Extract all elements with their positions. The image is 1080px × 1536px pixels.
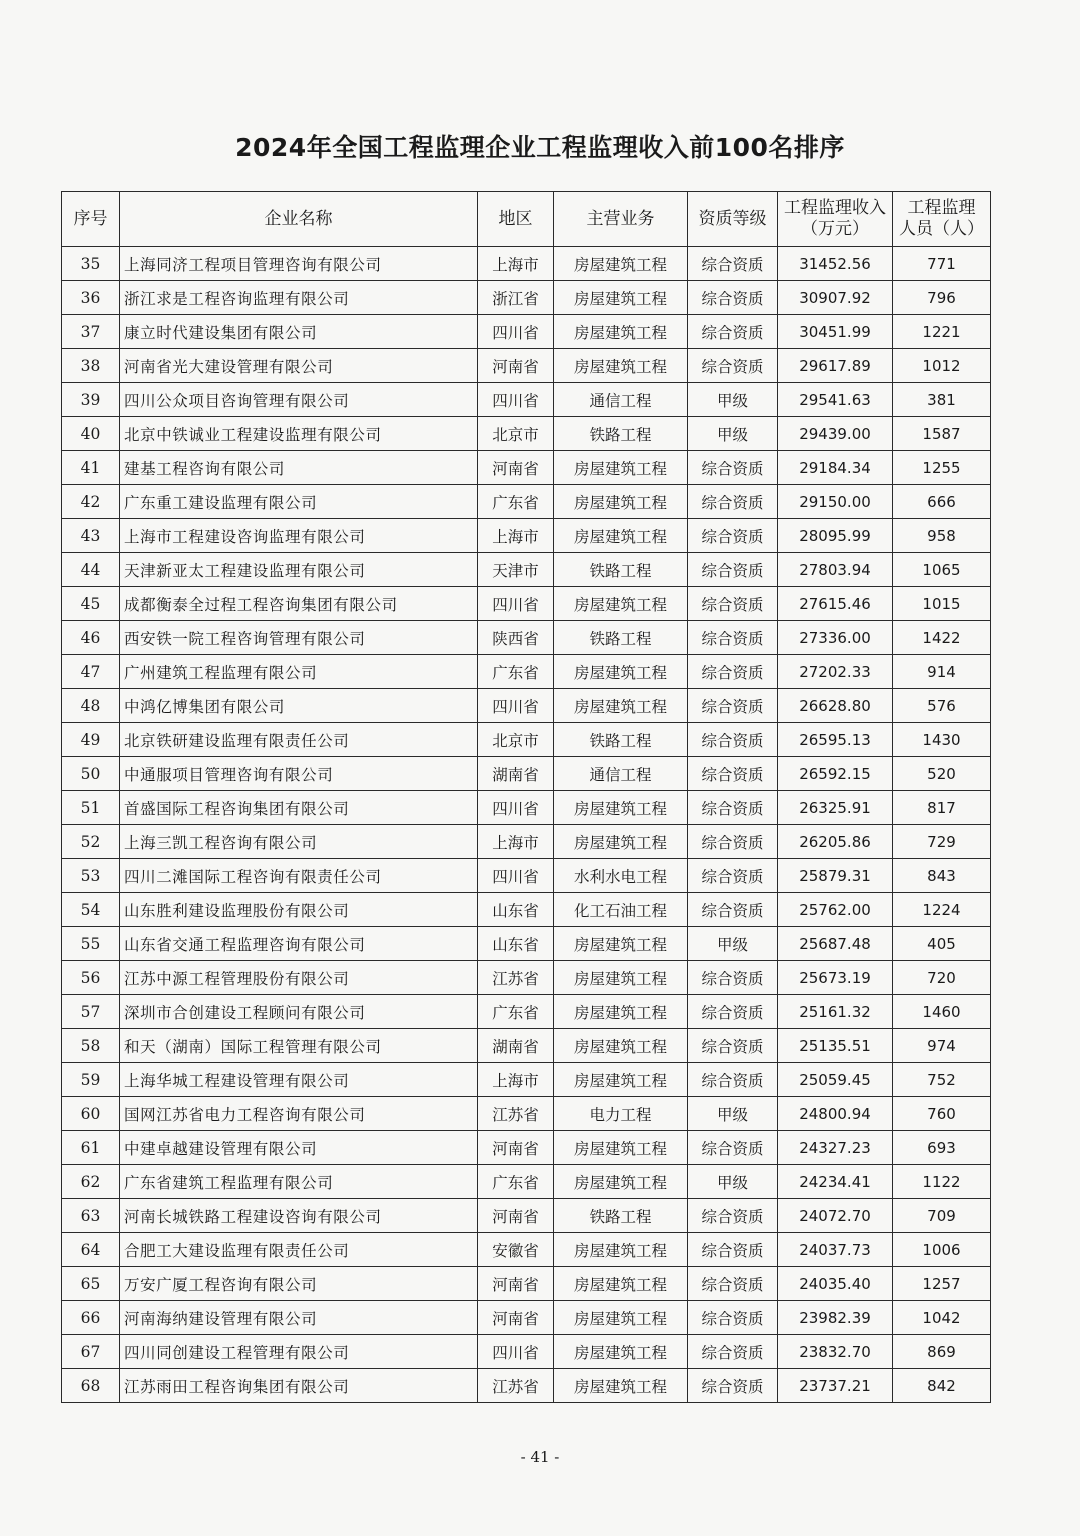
table-row	[62, 1301, 991, 1335]
cell-staff: 760	[893, 1097, 991, 1131]
cell-staff: 381	[893, 383, 991, 417]
table-row	[62, 825, 991, 859]
cell-staff: 752	[893, 1063, 991, 1097]
cell-qualification-grade: 综合资质	[688, 621, 778, 655]
cell-qualification-grade: 综合资质	[688, 1267, 778, 1301]
cell-region: 四川省	[478, 587, 554, 621]
cell-staff: 729	[893, 825, 991, 859]
cell-company-name: 河南海纳建设管理有限公司	[120, 1301, 478, 1335]
cell-company-name: 合肥工大建设监理有限责任公司	[120, 1233, 478, 1267]
cell-main-business: 房屋建筑工程	[554, 927, 688, 961]
table-header-row	[62, 192, 991, 247]
table-row	[62, 961, 991, 995]
cell-main-business: 房屋建筑工程	[554, 1165, 688, 1199]
cell-company-name: 上海同济工程项目管理咨询有限公司	[120, 247, 478, 281]
cell-staff: 1012	[893, 349, 991, 383]
cell-revenue: 29617.89	[778, 349, 893, 383]
cell-main-business: 房屋建筑工程	[554, 995, 688, 1029]
cell-company-name: 康立时代建设集团有限公司	[120, 315, 478, 349]
cell-company-name: 山东胜利建设监理股份有限公司	[120, 893, 478, 927]
cell-company-name: 上海市工程建设咨询监理有限公司	[120, 519, 478, 553]
cell-company-name: 和天（湖南）国际工程管理有限公司	[120, 1029, 478, 1063]
table-row	[62, 383, 991, 417]
cell-region: 河南省	[478, 1199, 554, 1233]
table-row	[62, 519, 991, 553]
cell-region: 河南省	[478, 1131, 554, 1165]
cell-no: 43	[62, 519, 120, 553]
cell-main-business: 房屋建筑工程	[554, 519, 688, 553]
cell-region: 广东省	[478, 1165, 554, 1199]
table-row	[62, 791, 991, 825]
cell-staff: 1065	[893, 553, 991, 587]
header-staff	[893, 192, 991, 247]
table-row	[62, 1063, 991, 1097]
cell-qualification-grade: 综合资质	[688, 757, 778, 791]
header-no: 序号	[62, 192, 120, 247]
table-row	[62, 553, 991, 587]
page-number: - 41 -	[520, 1448, 560, 1466]
cell-region: 四川省	[478, 689, 554, 723]
cell-staff: 771	[893, 247, 991, 281]
header-revenue-line2: （万元）	[801, 219, 869, 239]
cell-staff: 1587	[893, 417, 991, 451]
cell-no: 63	[62, 1199, 120, 1233]
cell-revenue: 25135.51	[778, 1029, 893, 1063]
cell-qualification-grade: 综合资质	[688, 553, 778, 587]
cell-staff: 1221	[893, 315, 991, 349]
table-row	[62, 315, 991, 349]
cell-no: 50	[62, 757, 120, 791]
cell-revenue: 26325.91	[778, 791, 893, 825]
cell-revenue: 27615.46	[778, 587, 893, 621]
cell-region: 山东省	[478, 927, 554, 961]
cell-company-name: 四川同创建设工程管理有限公司	[120, 1335, 478, 1369]
table-row	[62, 723, 991, 757]
table-row	[62, 247, 991, 281]
cell-region: 四川省	[478, 383, 554, 417]
cell-region: 江苏省	[478, 1097, 554, 1131]
cell-no: 58	[62, 1029, 120, 1063]
cell-main-business: 通信工程	[554, 383, 688, 417]
table-row	[62, 587, 991, 621]
cell-qualification-grade: 综合资质	[688, 723, 778, 757]
cell-no: 36	[62, 281, 120, 315]
cell-revenue: 25879.31	[778, 859, 893, 893]
cell-no: 68	[62, 1369, 120, 1403]
cell-region: 河南省	[478, 451, 554, 485]
cell-qualification-grade: 综合资质	[688, 281, 778, 315]
cell-qualification-grade: 综合资质	[688, 995, 778, 1029]
cell-company-name: 四川公众项目咨询管理有限公司	[120, 383, 478, 417]
cell-qualification-grade: 综合资质	[688, 961, 778, 995]
cell-staff: 1257	[893, 1267, 991, 1301]
cell-revenue: 23832.70	[778, 1335, 893, 1369]
cell-staff: 974	[893, 1029, 991, 1063]
cell-main-business: 铁路工程	[554, 621, 688, 655]
cell-revenue: 31452.56	[778, 247, 893, 281]
cell-company-name: 建基工程咨询有限公司	[120, 451, 478, 485]
cell-region: 四川省	[478, 791, 554, 825]
cell-no: 35	[62, 247, 120, 281]
cell-qualification-grade: 综合资质	[688, 1301, 778, 1335]
cell-staff: 576	[893, 689, 991, 723]
cell-main-business: 房屋建筑工程	[554, 587, 688, 621]
cell-region: 北京市	[478, 723, 554, 757]
cell-staff: 1224	[893, 893, 991, 927]
cell-no: 40	[62, 417, 120, 451]
table-row	[62, 1267, 991, 1301]
table-row	[62, 1199, 991, 1233]
table-row	[62, 1029, 991, 1063]
cell-no: 38	[62, 349, 120, 383]
cell-company-name: 成都衡泰全过程工程咨询集团有限公司	[120, 587, 478, 621]
cell-main-business: 房屋建筑工程	[554, 961, 688, 995]
cell-company-name: 河南省光大建设管理有限公司	[120, 349, 478, 383]
cell-company-name: 天津新亚太工程建设监理有限公司	[120, 553, 478, 587]
cell-staff: 1006	[893, 1233, 991, 1267]
cell-qualification-grade: 综合资质	[688, 689, 778, 723]
cell-revenue: 24234.41	[778, 1165, 893, 1199]
cell-staff: 520	[893, 757, 991, 791]
cell-qualification-grade: 综合资质	[688, 859, 778, 893]
cell-region: 河南省	[478, 1301, 554, 1335]
cell-region: 浙江省	[478, 281, 554, 315]
cell-main-business: 铁路工程	[554, 723, 688, 757]
header-staff-line1: 工程监理	[907, 198, 976, 218]
cell-qualification-grade: 综合资质	[688, 519, 778, 553]
cell-qualification-grade: 综合资质	[688, 1335, 778, 1369]
cell-region: 江苏省	[478, 1369, 554, 1403]
cell-no: 57	[62, 995, 120, 1029]
cell-main-business: 房屋建筑工程	[554, 689, 688, 723]
cell-company-name: 中鸿亿博集团有限公司	[120, 689, 478, 723]
cell-no: 65	[62, 1267, 120, 1301]
table-row	[62, 689, 991, 723]
cell-company-name: 山东省交通工程监理咨询有限公司	[120, 927, 478, 961]
cell-company-name: 广州建筑工程监理有限公司	[120, 655, 478, 689]
cell-qualification-grade: 综合资质	[688, 1199, 778, 1233]
cell-no: 64	[62, 1233, 120, 1267]
cell-region: 广东省	[478, 995, 554, 1029]
cell-staff: 914	[893, 655, 991, 689]
cell-no: 46	[62, 621, 120, 655]
cell-revenue: 27336.00	[778, 621, 893, 655]
cell-region: 上海市	[478, 519, 554, 553]
cell-qualification-grade: 综合资质	[688, 349, 778, 383]
cell-company-name: 北京铁研建设监理有限责任公司	[120, 723, 478, 757]
cell-revenue: 26595.13	[778, 723, 893, 757]
cell-qualification-grade: 综合资质	[688, 893, 778, 927]
header-revenue-line1: 工程监理收入	[784, 198, 886, 218]
header-staff-line2: 人员（人）	[899, 219, 984, 239]
cell-main-business: 房屋建筑工程	[554, 1233, 688, 1267]
cell-staff: 817	[893, 791, 991, 825]
table-row	[62, 485, 991, 519]
cell-revenue: 29184.34	[778, 451, 893, 485]
cell-company-name: 四川二滩国际工程咨询有限责任公司	[120, 859, 478, 893]
cell-main-business: 房屋建筑工程	[554, 281, 688, 315]
cell-no: 47	[62, 655, 120, 689]
cell-main-business: 铁路工程	[554, 1199, 688, 1233]
cell-region: 上海市	[478, 1063, 554, 1097]
cell-no: 41	[62, 451, 120, 485]
cell-no: 67	[62, 1335, 120, 1369]
cell-main-business: 房屋建筑工程	[554, 1335, 688, 1369]
cell-no: 53	[62, 859, 120, 893]
cell-main-business: 房屋建筑工程	[554, 1029, 688, 1063]
cell-revenue: 29150.00	[778, 485, 893, 519]
cell-region: 四川省	[478, 315, 554, 349]
cell-main-business: 房屋建筑工程	[554, 1369, 688, 1403]
table-row	[62, 1165, 991, 1199]
cell-main-business: 房屋建筑工程	[554, 1301, 688, 1335]
cell-region: 四川省	[478, 1335, 554, 1369]
cell-no: 55	[62, 927, 120, 961]
cell-no: 48	[62, 689, 120, 723]
cell-region: 山东省	[478, 893, 554, 927]
cell-revenue: 27202.33	[778, 655, 893, 689]
cell-qualification-grade: 甲级	[688, 1165, 778, 1199]
cell-qualification-grade: 综合资质	[688, 1029, 778, 1063]
cell-region: 湖南省	[478, 1029, 554, 1063]
cell-staff: 693	[893, 1131, 991, 1165]
cell-revenue: 29541.63	[778, 383, 893, 417]
cell-revenue: 26205.86	[778, 825, 893, 859]
cell-staff: 405	[893, 927, 991, 961]
header-company-name: 企业名称	[120, 192, 478, 247]
cell-region: 河南省	[478, 1267, 554, 1301]
cell-company-name: 万安广厦工程咨询有限公司	[120, 1267, 478, 1301]
cell-revenue: 30907.92	[778, 281, 893, 315]
cell-revenue: 25762.00	[778, 893, 893, 927]
cell-staff: 843	[893, 859, 991, 893]
cell-revenue: 26628.80	[778, 689, 893, 723]
cell-main-business: 房屋建筑工程	[554, 315, 688, 349]
cell-main-business: 房屋建筑工程	[554, 1131, 688, 1165]
cell-qualification-grade: 综合资质	[688, 1369, 778, 1403]
header-qualification-grade: 资质等级	[688, 192, 778, 247]
cell-revenue: 28095.99	[778, 519, 893, 553]
cell-main-business: 房屋建筑工程	[554, 655, 688, 689]
cell-revenue: 30451.99	[778, 315, 893, 349]
cell-company-name: 北京中铁诚业工程建设监理有限公司	[120, 417, 478, 451]
cell-region: 湖南省	[478, 757, 554, 791]
cell-no: 51	[62, 791, 120, 825]
cell-no: 62	[62, 1165, 120, 1199]
table-row	[62, 927, 991, 961]
cell-qualification-grade: 甲级	[688, 417, 778, 451]
cell-main-business: 房屋建筑工程	[554, 485, 688, 519]
cell-company-name: 广东重工建设监理有限公司	[120, 485, 478, 519]
cell-qualification-grade: 综合资质	[688, 451, 778, 485]
cell-staff: 1015	[893, 587, 991, 621]
cell-staff: 1255	[893, 451, 991, 485]
cell-staff: 666	[893, 485, 991, 519]
cell-company-name: 江苏雨田工程咨询集团有限公司	[120, 1369, 478, 1403]
cell-company-name: 广东省建筑工程监理有限公司	[120, 1165, 478, 1199]
cell-revenue: 24800.94	[778, 1097, 893, 1131]
cell-no: 42	[62, 485, 120, 519]
cell-region: 四川省	[478, 859, 554, 893]
cell-qualification-grade: 综合资质	[688, 315, 778, 349]
cell-region: 安徽省	[478, 1233, 554, 1267]
table-row	[62, 1369, 991, 1403]
ranking-table	[61, 191, 991, 1403]
cell-revenue: 27803.94	[778, 553, 893, 587]
cell-qualification-grade: 甲级	[688, 383, 778, 417]
cell-region: 广东省	[478, 655, 554, 689]
cell-no: 49	[62, 723, 120, 757]
cell-qualification-grade: 综合资质	[688, 247, 778, 281]
cell-company-name: 上海三凯工程咨询有限公司	[120, 825, 478, 859]
cell-qualification-grade: 综合资质	[688, 655, 778, 689]
cell-no: 59	[62, 1063, 120, 1097]
cell-staff: 796	[893, 281, 991, 315]
cell-region: 河南省	[478, 349, 554, 383]
cell-qualification-grade: 综合资质	[688, 1063, 778, 1097]
table-row	[62, 655, 991, 689]
cell-region: 广东省	[478, 485, 554, 519]
table-row	[62, 1233, 991, 1267]
cell-staff: 958	[893, 519, 991, 553]
cell-revenue: 29439.00	[778, 417, 893, 451]
cell-qualification-grade: 综合资质	[688, 1131, 778, 1165]
cell-region: 上海市	[478, 247, 554, 281]
cell-company-name: 江苏中源工程管理股份有限公司	[120, 961, 478, 995]
cell-main-business: 水利水电工程	[554, 859, 688, 893]
cell-staff: 1430	[893, 723, 991, 757]
cell-revenue: 24327.23	[778, 1131, 893, 1165]
cell-revenue: 23737.21	[778, 1369, 893, 1403]
table-row	[62, 349, 991, 383]
cell-main-business: 铁路工程	[554, 417, 688, 451]
cell-no: 61	[62, 1131, 120, 1165]
cell-revenue: 24037.73	[778, 1233, 893, 1267]
cell-no: 54	[62, 893, 120, 927]
cell-no: 45	[62, 587, 120, 621]
cell-company-name: 浙江求是工程咨询监理有限公司	[120, 281, 478, 315]
cell-qualification-grade: 综合资质	[688, 825, 778, 859]
cell-company-name: 河南长城铁路工程建设咨询有限公司	[120, 1199, 478, 1233]
table-row	[62, 417, 991, 451]
cell-qualification-grade: 综合资质	[688, 587, 778, 621]
cell-staff: 1042	[893, 1301, 991, 1335]
cell-revenue: 26592.15	[778, 757, 893, 791]
table-row	[62, 1097, 991, 1131]
cell-no: 44	[62, 553, 120, 587]
cell-qualification-grade: 甲级	[688, 1097, 778, 1131]
table-row	[62, 893, 991, 927]
cell-region: 天津市	[478, 553, 554, 587]
header-revenue	[778, 192, 893, 247]
cell-main-business: 通信工程	[554, 757, 688, 791]
cell-company-name: 首盛国际工程咨询集团有限公司	[120, 791, 478, 825]
cell-no: 66	[62, 1301, 120, 1335]
cell-qualification-grade: 综合资质	[688, 485, 778, 519]
cell-revenue: 24072.70	[778, 1199, 893, 1233]
cell-company-name: 国网江苏省电力工程咨询有限公司	[120, 1097, 478, 1131]
cell-revenue: 25161.32	[778, 995, 893, 1029]
cell-revenue: 25673.19	[778, 961, 893, 995]
cell-company-name: 西安铁一院工程咨询管理有限公司	[120, 621, 478, 655]
table-row	[62, 757, 991, 791]
cell-company-name: 深圳市合创建设工程顾问有限公司	[120, 995, 478, 1029]
table-row	[62, 451, 991, 485]
page-title: 2024年全国工程监理企业工程监理收入前100名排序	[235, 133, 845, 162]
header-main-business: 主营业务	[554, 192, 688, 247]
cell-no: 37	[62, 315, 120, 349]
cell-region: 北京市	[478, 417, 554, 451]
cell-main-business: 房屋建筑工程	[554, 825, 688, 859]
table-row	[62, 995, 991, 1029]
cell-main-business: 电力工程	[554, 1097, 688, 1131]
cell-region: 上海市	[478, 825, 554, 859]
cell-staff: 1122	[893, 1165, 991, 1199]
cell-no: 39	[62, 383, 120, 417]
cell-main-business: 房屋建筑工程	[554, 1063, 688, 1097]
cell-main-business: 房屋建筑工程	[554, 349, 688, 383]
cell-region: 江苏省	[478, 961, 554, 995]
cell-company-name: 中建卓越建设管理有限公司	[120, 1131, 478, 1165]
table-row	[62, 1335, 991, 1369]
cell-revenue: 25059.45	[778, 1063, 893, 1097]
cell-qualification-grade: 综合资质	[688, 791, 778, 825]
cell-qualification-grade: 甲级	[688, 927, 778, 961]
cell-qualification-grade: 综合资质	[688, 1233, 778, 1267]
cell-company-name: 上海华城工程建设管理有限公司	[120, 1063, 478, 1097]
cell-main-business: 房屋建筑工程	[554, 1267, 688, 1301]
cell-main-business: 化工石油工程	[554, 893, 688, 927]
cell-staff: 842	[893, 1369, 991, 1403]
cell-main-business: 房屋建筑工程	[554, 451, 688, 485]
cell-no: 60	[62, 1097, 120, 1131]
table-row	[62, 1131, 991, 1165]
table-row	[62, 621, 991, 655]
cell-staff: 1422	[893, 621, 991, 655]
cell-staff: 1460	[893, 995, 991, 1029]
cell-staff: 709	[893, 1199, 991, 1233]
cell-main-business: 房屋建筑工程	[554, 247, 688, 281]
cell-staff: 720	[893, 961, 991, 995]
header-region: 地区	[478, 192, 554, 247]
table-row	[62, 859, 991, 893]
cell-staff: 869	[893, 1335, 991, 1369]
table-row	[62, 281, 991, 315]
cell-main-business: 铁路工程	[554, 553, 688, 587]
cell-revenue: 23982.39	[778, 1301, 893, 1335]
cell-region: 陕西省	[478, 621, 554, 655]
cell-revenue: 24035.40	[778, 1267, 893, 1301]
cell-main-business: 房屋建筑工程	[554, 791, 688, 825]
cell-no: 52	[62, 825, 120, 859]
cell-revenue: 25687.48	[778, 927, 893, 961]
cell-no: 56	[62, 961, 120, 995]
cell-company-name: 中通服项目管理咨询有限公司	[120, 757, 478, 791]
